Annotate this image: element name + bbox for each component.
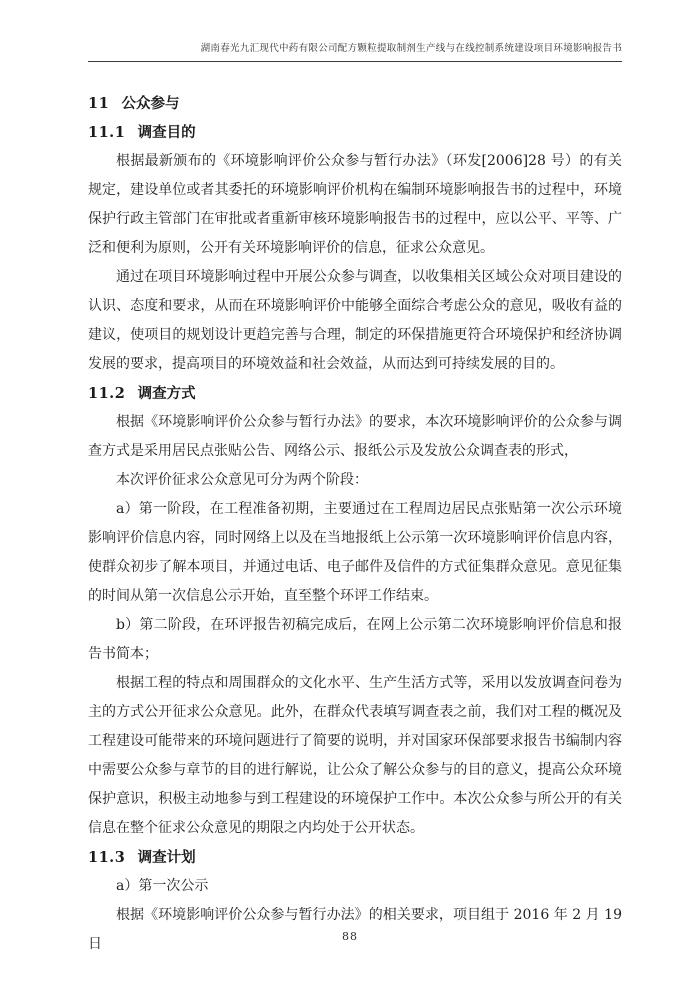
- paragraph: b）第二阶段，在环评报告初稿完成后，在网上公示第二次环境影响评价信息和报告书简本；: [88, 617, 622, 662]
- chapter-title: 公众参与: [121, 95, 180, 112]
- paragraph: 根据最新颁布的《环境影响评价公众参与暂行办法》（环发[2006]28 号）的有关规定，建设单位或者其委托的环境影响评价机构在编制环境影响报告书的过程中，环境保护行政主管部门在审批或者重新审核环境影响报告书的过程中，应以公平、平等、广泛和便利为原则，公开有关环境影响评价的信息，征求公众意见。: [88, 153, 622, 256]
- paragraph: a）第一阶段，在工程准备初期，主要通过在工程周边居民点张贴第一次公示环境影响评价信息内容，同时网络上以及在当地报纸上公示第一次环境影响评价信息内容，使群众初步了解本项目，并通过电话、电子邮件及信件的方式征集群众意见。意见征集的时间从第一次信息公示开始，直至整个环评工作结束。: [88, 501, 622, 604]
- document-body: [88, 89, 622, 959]
- section-title: 调查计划: [137, 849, 196, 866]
- header-title: 湖南春光九汇现代中药有限公司配方颗粒提取制剂生产线与在线控制系统建设项目环境影响报告书: [200, 43, 622, 54]
- paragraph: a）第一次公示: [116, 878, 209, 894]
- page-number: 88: [342, 930, 358, 943]
- section-number: 11.2: [88, 385, 126, 402]
- paragraph: 根据《环境影响评价公众参与暂行办法》的要求，本次环境影响评价的公众参与调查方式是采用居民点张贴公告、网络公示、报纸公示及发放公众调查表的形式，: [88, 414, 622, 459]
- section-heading-11-3: [88, 843, 622, 872]
- paragraph: 根据工程的特点和周围群众的文化水平、生产生活方式等，采用以发放调查问卷为主的方式公开征求公众意见。此外，在群众代表填写调查表之前，我们对工程的概况及工程建设可能带来的环境问题进行了简要的说明，并对国家环保部要求报告书编制内容中需要公众参与章节的目的进行解说，让公众了解公众参与的目的意义，提高公众环境保护意识，积极主动地参与到工程建设的环境保护工作中。本次公众参与所公开的有关信息在整个征求公众意见的期限之内均处于公开状态。: [88, 675, 622, 836]
- paragraph: 本次评价征求公众意见可分为两个阶段：: [116, 472, 368, 488]
- section-heading-11-2: [88, 379, 622, 408]
- section-number: 11.3: [88, 849, 126, 866]
- section-title: 调查目的: [137, 124, 196, 141]
- chapter-heading: [88, 89, 622, 118]
- chapter-number: 11: [88, 95, 110, 112]
- paragraph: 通过在项目环境影响过程中开展公众参与调查，以收集相关区域公众对项目建设的认识、态度和要求，从而在环境影响评价中能够全面综合考虑公众的意见，吸收有益的建议，使项目的规划设计更趋完善与合理，制定的环保措施更符合环境保护和经济协调发展的要求，提高项目的环境效益和社会效益，从而达到可持续发展的目的。: [88, 269, 622, 372]
- section-heading-11-1: [88, 118, 622, 147]
- section-title: 调查方式: [137, 385, 196, 402]
- page-header: [88, 42, 622, 62]
- section-number: 11.1: [88, 124, 126, 141]
- paragraph: 根据《环境影响评价公众参与暂行办法》的相关要求，项目组于 2016 年 2 月 19 日: [88, 907, 622, 952]
